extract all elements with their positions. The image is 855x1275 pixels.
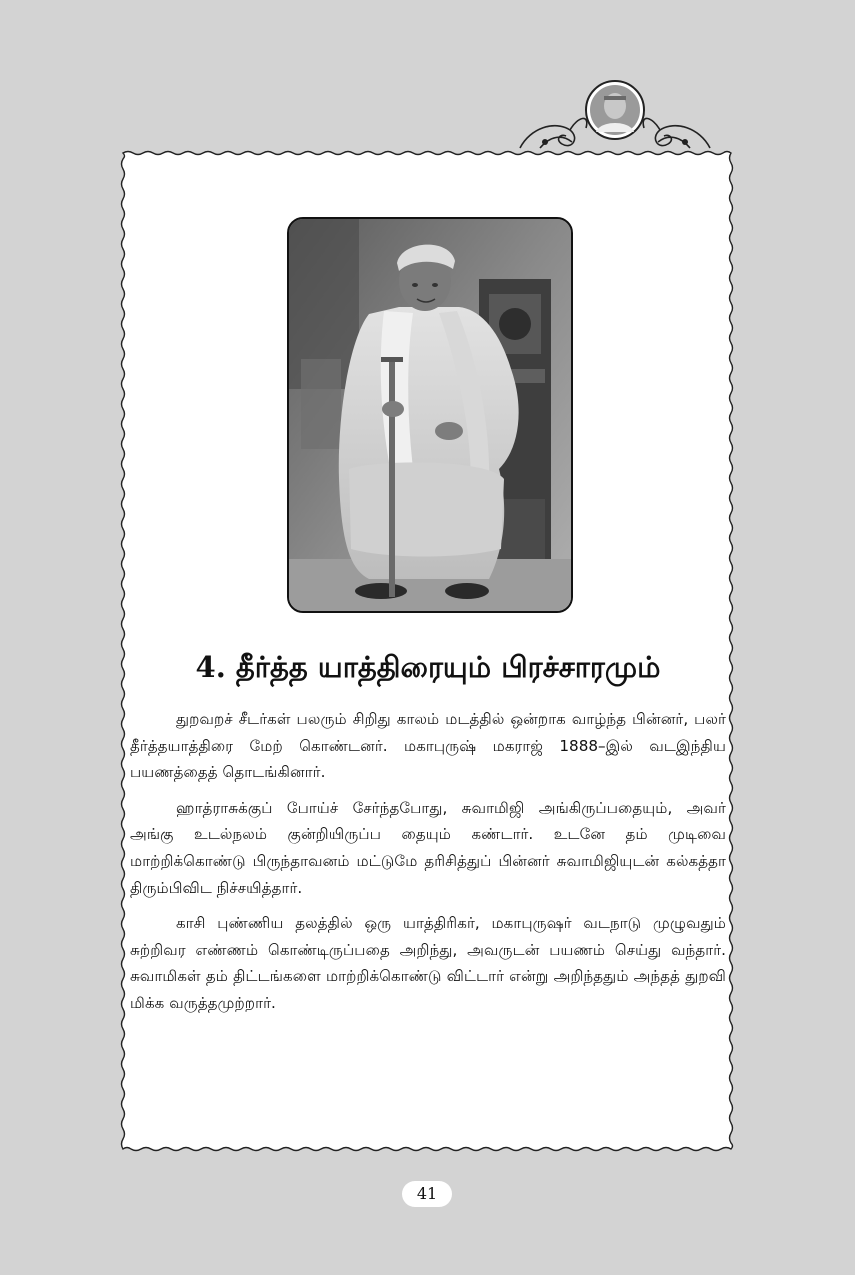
- paragraph: துறவறச் சீடர்கள் பலரும் சிறிது காலம் மடத்தில் ஒன்றாக வாழ்ந்த பின்னர், பலர் தீர்த்தயாத்திரை மேற் கொண்டனர். மகாபுருஷ் மகராஜ் 1888–இல் வடஇந்திய பயணத்தைத் தொடங்கினார்.: [130, 710, 726, 782]
- portrait-medallion-ornament-icon: [500, 78, 730, 156]
- paragraph: காசி புண்ணிய தலத்தில் ஒரு யாத்திரிகர், மகாபுருஷர் வடநாடு முழுவதும் சுற்றிவர எண்ணம் கொண்டிருப்பதை அறிந்து, அவருடன் பயணம் செய்து வந்தார். சுவாமிகள் தம் திட்டங்களை மாற்றிக்கொண்டு விட்டார் என்று அறிந்ததும் அந்தத் துறவி மிக்க வருத்தமுற்றார்.: [130, 914, 726, 1012]
- portrait-photo: [287, 217, 573, 613]
- seated-monk-portrait-icon: [289, 219, 571, 611]
- chapter-title: 4. தீர்த்த யாத்திரையும் பிரச்சாரமும்: [195, 650, 661, 684]
- body-text: [130, 706, 726, 1026]
- paragraph: ஹாத்ராசுக்குப் போய்ச் சேர்ந்தபோது, சுவாமிஜி அங்கிருப்பதையும், அவர் அங்கு உடல்நலம் குன்றியிருப்ப தையும் கண்டார். உடனே தம் முடிவை மாற்றிக்கொண்டு பிருந்தாவனம் மட்டுமே தரிசித்துப் பின்னர் சுவாமிஜியுடன் கல்கத்தா திரும்பிவிட நிச்சயித்தார்.: [130, 798, 726, 897]
- page-number: 41: [402, 1181, 452, 1207]
